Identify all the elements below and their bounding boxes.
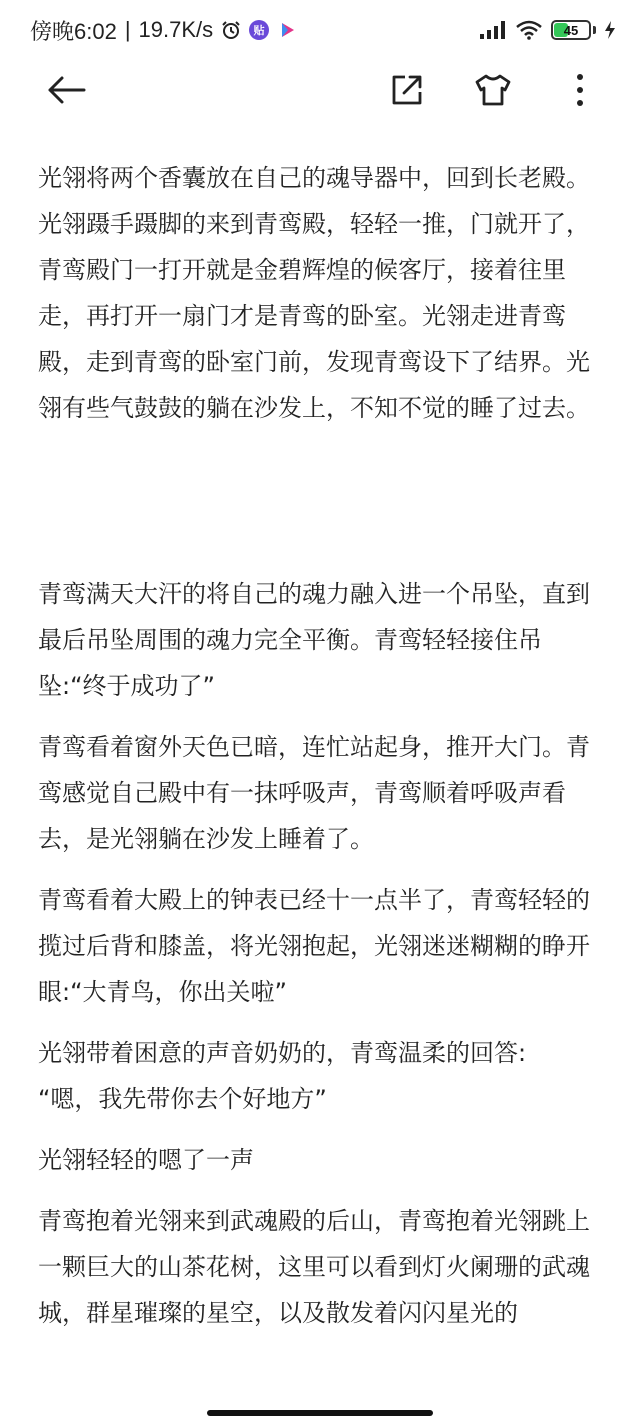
battery-tip — [593, 26, 596, 34]
article-paragraph: 青鸾满天大汗的将自己的魂力融入进一个吊坠，直到最后吊坠周围的魂力完全平衡。青鸾轻轻接住吊坠:“终于成功了” — [38, 580, 590, 700]
status-left — [30, 15, 297, 46]
tshirt-icon — [474, 73, 512, 111]
signal-icon — [479, 20, 507, 40]
tieba-icon: 贴 — [249, 20, 269, 40]
theme-button[interactable] — [463, 62, 523, 122]
article-paragraph: 光翎将两个香囊放在自己的魂导器中，回到长老殿。光翎蹑手蹑脚的来到青鸾殿，轻轻一推，门就开了，青鸾殿门一打开就是金碧辉煌的候客厅，接着往里走，再打开一扇门才是青鸾的卧室。光翎走进青鸾殿，走到青鸾的卧室门前，发现青鸾设下了结界。光翎有些气鼓鼓的躺在沙发上，不知不觉的睡了过去。 — [38, 164, 590, 422]
more-vertical-icon — [576, 73, 584, 111]
network-speed: 19.7K/s — [138, 17, 214, 42]
back-arrow-icon — [46, 75, 86, 109]
wifi-icon — [515, 20, 543, 40]
article-body — [38, 155, 598, 1351]
article-paragraph: 青鸾看着窗外天色已暗，连忙站起身，推开大门。青鸾感觉自己殿中有一抹呼吸声，青鸾顺着呼吸声看去，是光翎躺在沙发上睡着了。 — [38, 733, 590, 853]
battery-icon — [551, 20, 591, 40]
home-indicator[interactable] — [207, 1410, 433, 1416]
back-button[interactable] — [36, 62, 96, 122]
status-right — [479, 20, 616, 40]
battery-level: 45 — [563, 22, 579, 38]
article-paragraph: 青鸾抱着光翎来到武魂殿的后山，青鸾抱着光翎跳上一颗巨大的山茶花树，这里可以看到灯火阑珊的武魂城，群星璀璨的星空，以及散发着闪闪星光的 — [38, 1207, 590, 1327]
article-paragraph: 青鸾看着大殿上的钟表已经十一点半了，青鸾轻轻的揽过后背和膝盖，将光翎抱起，光翎迷迷糊糊的睁开眼:“大青鸟，你出关啦” — [38, 886, 590, 1006]
status-separator: | — [124, 17, 131, 42]
more-button[interactable] — [550, 62, 610, 122]
status-bar — [0, 0, 640, 60]
charging-icon — [604, 20, 616, 40]
article-paragraph: 光翎轻轻的嗯了一声 — [38, 1146, 254, 1174]
share-button[interactable] — [377, 62, 437, 122]
play-icon — [277, 20, 297, 40]
article-paragraph: 光翎带着困意的声音奶奶的，青鸾温柔的回答: “嗯，我先带你去个好地方” — [38, 1039, 527, 1113]
status-time: 傍晚6:02 — [30, 18, 117, 44]
share-icon — [390, 73, 424, 111]
toolbar — [0, 62, 640, 126]
alarm-icon — [221, 20, 241, 40]
